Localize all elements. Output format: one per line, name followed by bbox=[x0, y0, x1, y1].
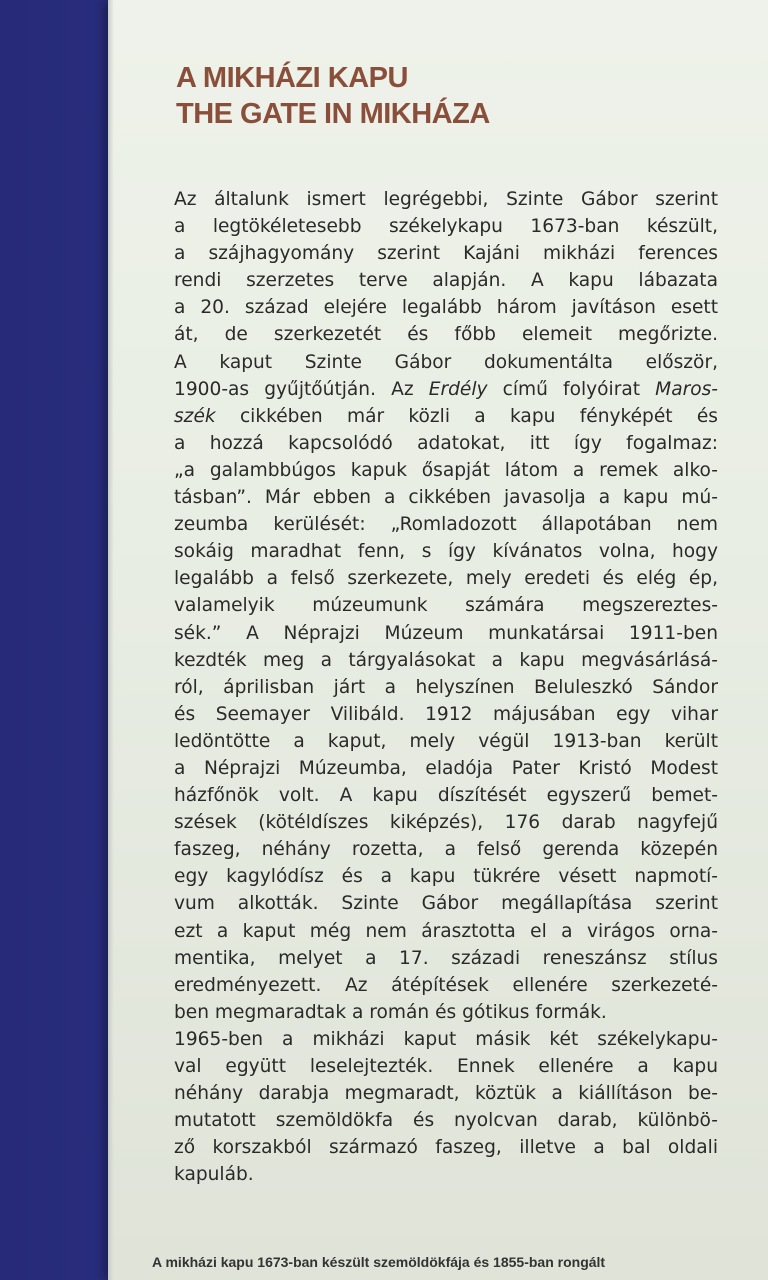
body-line-segment: ben megmaradtak a román és gótikus formák. bbox=[174, 1001, 607, 1023]
body-line-segment: és Seemayer Vilibáld. 1912 májusában egy vihar bbox=[174, 703, 718, 725]
body-line bbox=[174, 186, 718, 213]
body-line-segment: kapuláb. bbox=[174, 1164, 254, 1186]
body-line bbox=[174, 945, 718, 972]
body-line-segment: a Néprajzi Múzeumba, eladója Pater Kristó Modest bbox=[174, 757, 718, 779]
body-line bbox=[174, 294, 718, 321]
body-line-segment: A kaput Szinte Gábor dokumentálta először, bbox=[174, 351, 718, 373]
body-line bbox=[174, 674, 718, 701]
body-line-segment: mutatott szemöldökfa és nyolcvan darab, különbö- bbox=[174, 1110, 718, 1132]
body-line bbox=[174, 430, 718, 457]
body-line-segment: sék.” A Néprajzi Múzeum munkatársai 1911-ben bbox=[174, 622, 718, 644]
body-line bbox=[174, 728, 718, 755]
body-line-segment: házfőnök volt. A kapu díszítését egyszerű bemet- bbox=[174, 785, 718, 807]
body-line bbox=[174, 511, 718, 538]
body-line bbox=[174, 782, 718, 809]
body-line-segment: a 20. század elejére legalább három javításon esett bbox=[174, 297, 718, 319]
body-line bbox=[174, 349, 718, 376]
body-line-italic-segment: Maros- bbox=[655, 378, 719, 400]
body-line-segment: eredményezett. Az átépítések ellenére szerkezeté- bbox=[174, 974, 718, 996]
body-line-italic-segment: szék bbox=[174, 405, 216, 427]
body-line-segment: vum alkották. Szinte Gábor megállapítása szerint bbox=[174, 893, 718, 915]
title-hungarian: A MIKHÁZI KAPU bbox=[176, 62, 408, 94]
body-line bbox=[174, 836, 718, 863]
body-line-segment: valamelyik múzeumunk számára megszereztes- bbox=[174, 595, 718, 617]
body-line-segment: Az általunk ismert legrégebbi, Szinte Gábor szerint bbox=[174, 189, 718, 210]
body-line bbox=[174, 213, 718, 240]
body-line bbox=[174, 647, 718, 674]
body-line-segment: ról, áprilisban járt a helyszínen Beluleszkó Sándor bbox=[174, 676, 718, 698]
body-line bbox=[174, 267, 718, 294]
body-line bbox=[174, 376, 718, 403]
body-line-segment: faszeg, néhány rozetta, a felső gerenda közepén bbox=[174, 839, 718, 861]
body-line bbox=[174, 890, 718, 917]
title-english: THE GATE IN MIKHÁZA bbox=[176, 98, 490, 130]
body-line bbox=[174, 1161, 718, 1188]
body-line-segment: mentika, melyet a 17. századi reneszánsz stílus bbox=[174, 947, 718, 969]
body-line-segment: című folyóirat bbox=[487, 378, 656, 400]
body-line-segment: szések (kötéldíszes kiképzés), 176 darab nagyfejű bbox=[174, 812, 718, 834]
body-line-segment: rendi szerzetes terve alapján. A kapu lábazata bbox=[174, 270, 718, 292]
body-line-segment: 1900-as gyűjtőútján. Az bbox=[174, 378, 429, 400]
body-line-segment: a legtökéletesebb székelykapu 1673-ban készült, bbox=[174, 216, 718, 238]
body-line bbox=[174, 1080, 718, 1107]
info-panel bbox=[108, 0, 768, 1280]
body-line bbox=[174, 457, 718, 484]
body-line bbox=[174, 403, 718, 430]
body-line-segment: át, de szerkezetét és főbb elemeit megőrizte. bbox=[174, 324, 718, 346]
title-block bbox=[176, 60, 736, 132]
body-line-segment: a hozzá kapcsolódó adatokat, itt így fogalmaz: bbox=[174, 432, 718, 454]
body-line bbox=[174, 321, 718, 348]
body-line bbox=[174, 1026, 718, 1053]
body-line bbox=[174, 1107, 718, 1134]
body-line-segment: ledöntötte a kaput, mely végül 1913-ban került bbox=[174, 730, 718, 752]
body-line-segment: a szájhagyomány szerint Kajáni mikházi ferences bbox=[174, 243, 718, 265]
body-line-segment: néhány darabja megmaradt, köztük a kiállításon be- bbox=[174, 1083, 718, 1105]
body-line bbox=[174, 972, 718, 999]
body-line-segment: cikkében már közli a kapu fényképét és bbox=[215, 405, 718, 427]
body-line bbox=[174, 240, 718, 267]
body-line bbox=[174, 1053, 718, 1080]
body-line-segment: tásban”. Már ebben a cikkében javasolja a kapu mú- bbox=[174, 487, 718, 509]
body-line-segment: legalább a felső szerkezete, mely eredeti és elég ép, bbox=[174, 568, 718, 590]
body-line bbox=[174, 484, 718, 511]
body-line bbox=[174, 538, 718, 565]
body-line-segment: kezdték meg a tárgyalásokat a kapu megvásárlásá- bbox=[174, 649, 718, 671]
body-line bbox=[174, 918, 718, 945]
body-line bbox=[174, 755, 718, 782]
body-line-italic-segment: Erdély bbox=[428, 378, 488, 400]
body-line bbox=[174, 701, 718, 728]
body-line bbox=[174, 592, 718, 619]
body-line bbox=[174, 863, 718, 890]
photo-caption: A mikházi kapu 1673-ban készült szemöldökfája és 1855-ban rongált bbox=[152, 1254, 606, 1270]
body-line bbox=[174, 999, 718, 1026]
panel-edge-shadow bbox=[108, 0, 114, 1280]
body-line-segment: ző korszakból származó faszeg, illetve a bal oldali bbox=[174, 1137, 718, 1159]
body-text bbox=[174, 186, 718, 1188]
body-line-segment: egy kagylódísz és a kapu tükrére vésett napmotí- bbox=[174, 866, 718, 888]
body-line-segment: „a galambbúgos kapuk ősapját látom a remek alko- bbox=[174, 459, 718, 481]
body-line bbox=[174, 565, 718, 592]
body-line-segment: val együtt leselejtezték. Ennek ellenére a kapu bbox=[174, 1056, 718, 1077]
body-line-segment: ezt a kaput még nem árasztotta el a virágos orna- bbox=[174, 920, 718, 942]
body-line-segment: zeumba kerülését: „Romladozott állapotában nem bbox=[174, 514, 718, 536]
body-line bbox=[174, 1134, 718, 1161]
body-line bbox=[174, 809, 718, 836]
body-line bbox=[174, 620, 718, 647]
body-line-segment: sokáig maradhat fenn, s így kívánatos volna, hogy bbox=[174, 541, 718, 563]
body-line-segment: 1965-ben a mikházi kaput másik két székelykapu- bbox=[174, 1028, 718, 1050]
